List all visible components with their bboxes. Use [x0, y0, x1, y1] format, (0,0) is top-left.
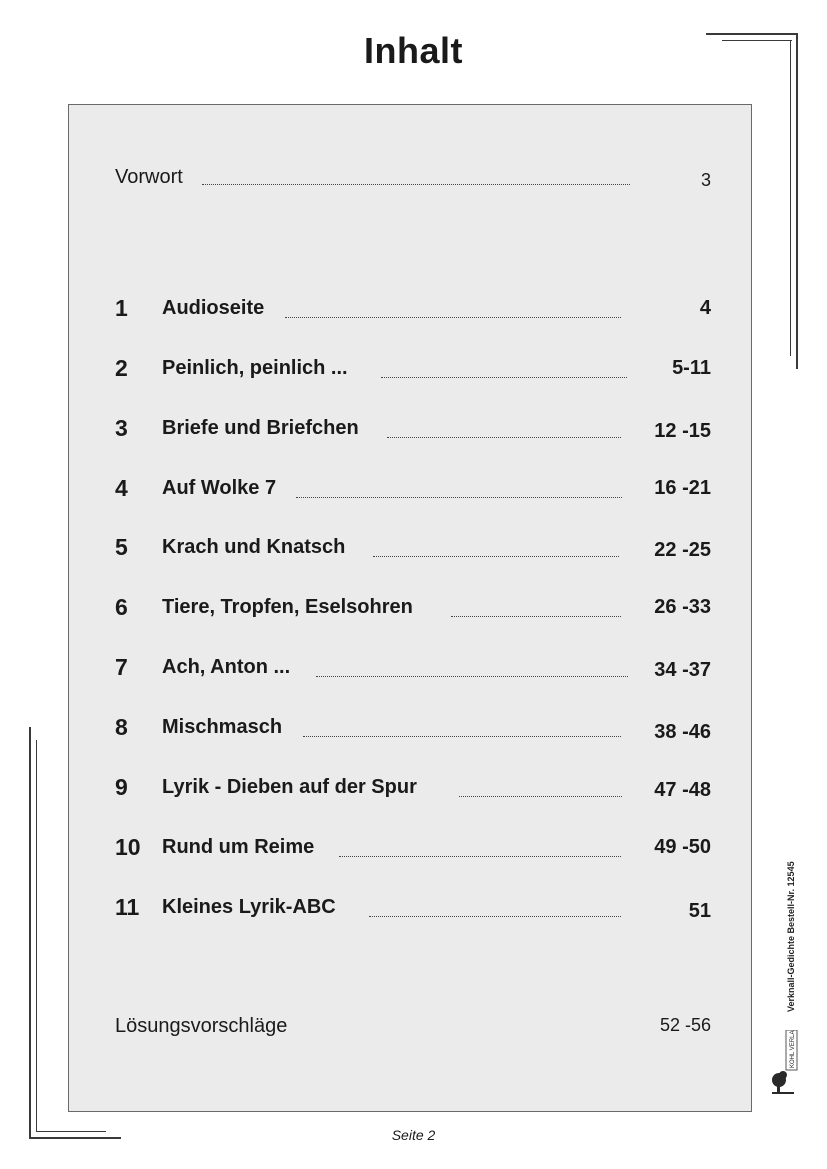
chapter-title: Auf Wolke 7 — [162, 477, 282, 500]
toc-row-intro — [69, 166, 753, 196]
frame-line-left-inner — [36, 740, 37, 1132]
chapter-title: Peinlich, peinlich ... — [162, 357, 354, 380]
toc-row-chapter — [69, 596, 753, 626]
chapter-number: 1 — [115, 295, 128, 321]
chapter-number: 8 — [115, 714, 128, 740]
chapter-page: 5-11 — [672, 357, 711, 379]
toc-leader-dots — [303, 736, 621, 737]
chapter-number: 11 — [115, 894, 140, 920]
chapter-number: 5 — [115, 534, 128, 560]
chapter-title: Lyrik - Dieben auf der Spur — [162, 776, 423, 799]
frame-line-top-inner — [722, 40, 792, 41]
chapter-number: 4 — [115, 475, 128, 501]
publisher-logo-text: KOHL VERLAG — [790, 1030, 796, 1068]
chapter-number: 9 — [115, 774, 128, 800]
chapter-number: 10 — [115, 834, 141, 860]
toc-row-solutions — [69, 1015, 753, 1045]
toc-row-chapter — [69, 357, 753, 387]
toc-row-chapter — [69, 656, 753, 686]
order-info-vertical: Verknall-Gedichte Bestell-Nr. 12545 — [786, 861, 796, 1012]
chapter-page: 16 -21 — [654, 477, 711, 499]
toc-leader-dots — [459, 796, 622, 797]
chapter-title: Mischmasch — [162, 716, 288, 739]
toc-leader-dots — [202, 184, 630, 185]
toc-intro-label: Vorwort — [115, 166, 189, 189]
toc-row-chapter — [69, 417, 753, 447]
toc-leader-dots — [373, 556, 619, 557]
frame-line-right-outer — [796, 33, 798, 369]
page-number-footer: Seite 2 — [391, 1127, 436, 1143]
chapter-page: 38 -46 — [654, 721, 711, 743]
chapter-title: Rund um Reime — [162, 836, 320, 859]
toc-leader-dots — [369, 916, 621, 917]
toc-row-chapter — [69, 836, 753, 866]
chapter-page: 49 -50 — [654, 836, 711, 858]
toc-row-chapter — [69, 896, 753, 926]
frame-line-right-inner — [790, 40, 791, 356]
toc-leader-dots — [285, 317, 621, 318]
frame-line-left-outer — [29, 727, 31, 1139]
chapter-title: Briefe und Briefchen — [162, 417, 365, 440]
chapter-page: 51 — [688, 900, 711, 922]
toc-row-chapter — [69, 716, 753, 746]
toc-solutions-page: 52 -56 — [659, 1015, 711, 1035]
chapter-title: Audioseite — [162, 297, 270, 320]
toc-row-chapter — [69, 776, 753, 806]
toc-leader-dots — [387, 437, 621, 438]
frame-line-top-outer — [706, 33, 798, 35]
chapter-title: Krach und Knatsch — [162, 536, 351, 559]
toc-leader-dots — [316, 676, 628, 677]
chapter-number: 2 — [115, 355, 128, 381]
page-title: Inhalt — [364, 30, 463, 71]
toc-leader-dots — [339, 856, 621, 857]
toc-leader-dots — [296, 497, 622, 498]
toc-intro-page: 3 — [700, 170, 711, 190]
toc-row-chapter — [69, 477, 753, 507]
chapter-page: 12 -15 — [654, 420, 711, 442]
chapter-page: 34 -37 — [654, 659, 711, 681]
chapter-page: 47 -48 — [654, 779, 711, 801]
chapter-title: Tiere, Tropfen, Eselsohren — [162, 596, 419, 619]
toc-leader-dots — [381, 377, 627, 378]
toc-solutions-label: Lösungsvorschläge — [115, 1015, 293, 1038]
chapter-page: 26 -33 — [654, 596, 711, 618]
chapter-page: 22 -25 — [654, 539, 711, 561]
toc-leader-dots — [451, 616, 621, 617]
chapter-number: 3 — [115, 415, 128, 441]
chapter-page: 4 — [699, 297, 711, 319]
toc-row-chapter — [69, 297, 753, 327]
publisher-logo — [770, 1030, 800, 1096]
chapter-title: Kleines Lyrik-ABC — [162, 896, 342, 919]
chapter-number: 7 — [115, 654, 128, 680]
chapter-number: 6 — [115, 594, 128, 620]
tree-logo-icon — [770, 1030, 800, 1096]
table-of-contents — [68, 104, 752, 1112]
toc-row-chapter — [69, 536, 753, 566]
chapter-title: Ach, Anton ... — [162, 656, 296, 679]
